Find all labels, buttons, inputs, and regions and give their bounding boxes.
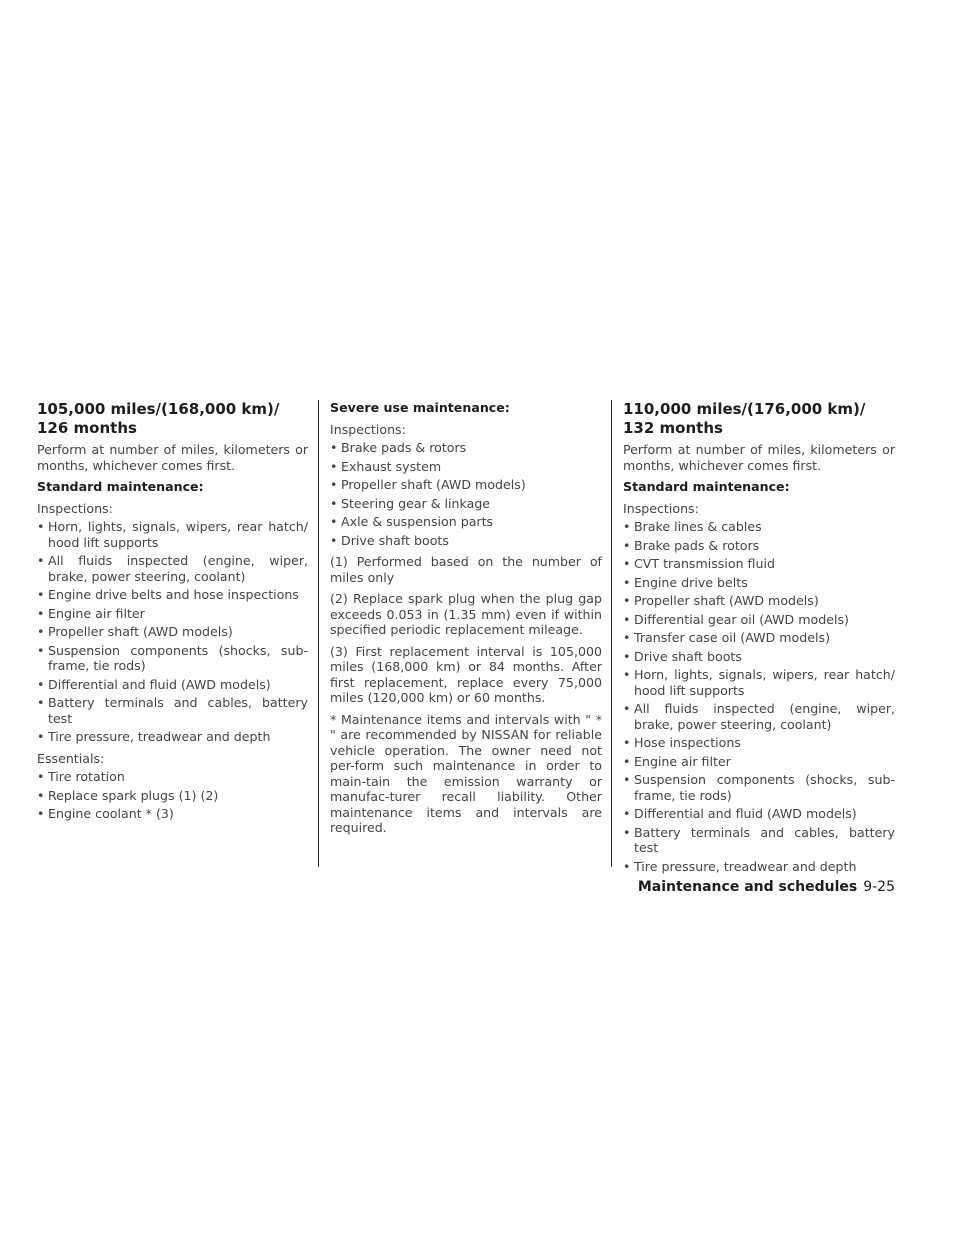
essentials-label: Essentials: bbox=[37, 750, 105, 766]
list-item: • Suspension components (shocks, sub-frame, tie rods) bbox=[37, 643, 308, 674]
list-item: • Axle & suspension parts bbox=[330, 514, 602, 530]
standard-maintenance-heading: Standard maintenance: bbox=[37, 479, 204, 494]
page-footer bbox=[638, 878, 895, 896]
section-heading-110000: 110,000 miles/(176,000 km)/ 132 months bbox=[623, 400, 866, 437]
list-item: • All fluids inspected (engine, wiper, brake, power steering, coolant) bbox=[37, 553, 308, 584]
list-item: • Differential and fluid (AWD models) bbox=[623, 806, 895, 822]
column-divider-left bbox=[318, 400, 319, 867]
list-item: • All fluids inspected (engine, wiper, brake, power steering, coolant) bbox=[623, 701, 895, 732]
list-item: • Tire rotation bbox=[37, 769, 308, 785]
footnote-3: (3) First replacement interval is 105,000 miles (168,000 km) or 84 months. After first replacement, replace every 75,000 miles (120,000 km) or 60 months. bbox=[330, 643, 602, 705]
list-item: • Tire pressure, treadwear and depth bbox=[37, 729, 308, 745]
list-item: • Tire pressure, treadwear and depth bbox=[623, 859, 895, 875]
column-divider-right bbox=[611, 400, 612, 867]
list-item: • Engine drive belts bbox=[623, 575, 895, 591]
list-item: • Differential gear oil (AWD models) bbox=[623, 612, 895, 628]
list-item: • Brake lines & cables bbox=[623, 519, 895, 535]
footnote-1: (1) Performed based on the number of miles only bbox=[330, 554, 602, 585]
list-item: • Engine air filter bbox=[623, 754, 895, 770]
list-item: • Battery terminals and cables, battery test bbox=[37, 695, 308, 726]
list-item: • Battery terminals and cables, battery test bbox=[623, 825, 895, 856]
inspections-list bbox=[37, 519, 308, 745]
section-heading-105000: 105,000 miles/(168,000 km)/ 126 months bbox=[37, 400, 280, 437]
inspections-label: Inspections: bbox=[330, 421, 406, 437]
inspections-list bbox=[623, 519, 895, 874]
list-item: • Suspension components (shocks, sub-frame, tie rods) bbox=[623, 772, 895, 803]
list-item: • Horn, lights, signals, wipers, rear hatch/ hood lift supports bbox=[623, 667, 895, 698]
column-105000-miles bbox=[37, 400, 308, 828]
page-number: 9-25 bbox=[863, 879, 895, 895]
footer-section-title: Maintenance and schedules bbox=[637, 879, 858, 895]
list-item: • Steering gear & linkage bbox=[330, 496, 602, 512]
list-item: • Brake pads & rotors bbox=[623, 538, 895, 554]
list-item: • Hose inspections bbox=[623, 735, 895, 751]
list-item: • Exhaust system bbox=[330, 459, 602, 475]
severe-maintenance-heading: Severe use maintenance: bbox=[330, 400, 510, 415]
essentials-list bbox=[37, 769, 308, 822]
footnote-2: (2) Replace spark plug when the plug gap exceeds 0.053 in (1.35 mm) even if within specified periodic replacement mileage. bbox=[330, 591, 602, 637]
list-item: • Brake pads & rotors bbox=[330, 440, 602, 456]
inspections-label: Inspections: bbox=[623, 500, 699, 516]
list-item: • Engine air filter bbox=[37, 606, 308, 622]
standard-maintenance-heading: Standard maintenance: bbox=[623, 479, 790, 494]
list-item: • Engine drive belts and hose inspections bbox=[37, 587, 308, 603]
severe-inspections-list bbox=[330, 440, 602, 548]
inspections-label: Inspections: bbox=[37, 500, 113, 516]
list-item: • Drive shaft boots bbox=[623, 649, 895, 665]
list-item: • Engine coolant * (3) bbox=[37, 806, 308, 822]
intro-text: Perform at number of miles, kilometers or months, whichever comes first. bbox=[623, 442, 895, 473]
intro-text: Perform at number of miles, kilometers or months, whichever comes first. bbox=[37, 442, 308, 473]
footnote-asterisk: * Maintenance items and intervals with " * " are recommended by NISSAN for reliable vehicle operation. The owner need not per-form such maintenance in order to main-tain the emission warranty or manufac-turer recall liability. Other maintenance items and intervals are required. bbox=[330, 711, 602, 835]
list-item: • Transfer case oil (AWD models) bbox=[623, 630, 895, 646]
list-item: • Propeller shaft (AWD models) bbox=[330, 477, 602, 493]
list-item: • Drive shaft boots bbox=[330, 533, 602, 549]
list-item: • CVT transmission fluid bbox=[623, 556, 895, 572]
list-item: • Replace spark plugs (1) (2) bbox=[37, 788, 308, 804]
column-severe-use bbox=[330, 400, 602, 842]
list-item: • Propeller shaft (AWD models) bbox=[37, 624, 308, 640]
list-item: • Horn, lights, signals, wipers, rear hatch/ hood lift supports bbox=[37, 519, 308, 550]
column-110000-miles bbox=[623, 400, 895, 880]
list-item: • Propeller shaft (AWD models) bbox=[623, 593, 895, 609]
list-item: • Differential and fluid (AWD models) bbox=[37, 677, 308, 693]
